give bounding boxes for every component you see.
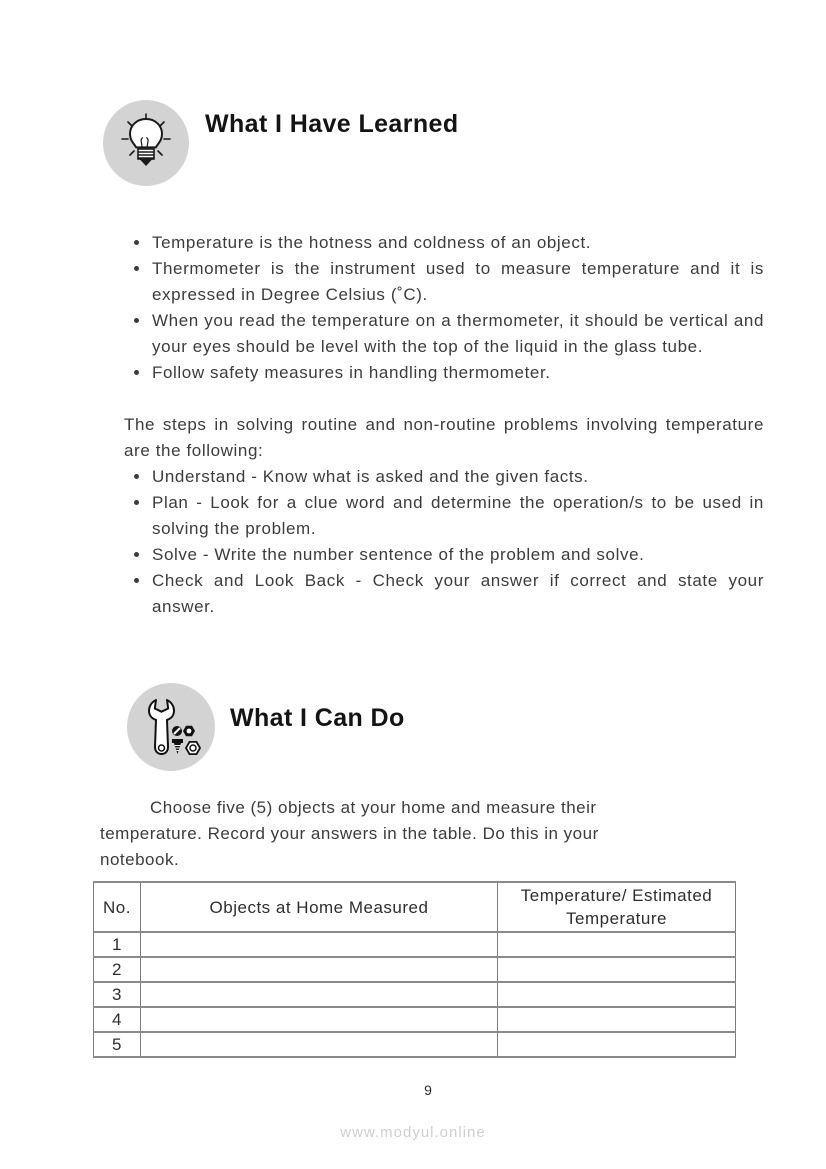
- temperature-cell: [498, 957, 736, 982]
- table-row: [94, 1007, 736, 1032]
- measurement-table: [93, 881, 736, 1058]
- learned-bullet-list: [124, 230, 764, 386]
- table-row: [94, 1032, 736, 1057]
- bullet-item: • When you read the temperature on a thermometer, it should be vertical and your eyes should be level with the top of the liquid in the glass tube.: [151, 308, 764, 360]
- row-number-cell: 5: [94, 1032, 141, 1057]
- section-title-cando: What I Can Do: [230, 704, 405, 732]
- temperature-cell: [498, 932, 736, 957]
- tools-icon: [127, 683, 215, 771]
- instruction-paragraph: Choose five (5) objects at your home and measure their temperature. Record your answers in the table. Do this in your notebook.: [100, 798, 599, 869]
- lightbulb-icon: [103, 100, 189, 186]
- temperature-cell: [498, 1007, 736, 1032]
- steps-intro-paragraph: The steps in solving routine and non-routine problems involving temperature are the following:: [124, 415, 764, 460]
- learned-content: [124, 230, 764, 620]
- table-header-row: [94, 882, 736, 932]
- bullet-item: • Understand - Know what is asked and the given facts.: [151, 464, 764, 490]
- row-number-cell: 2: [94, 957, 141, 982]
- col-header-objects: Objects at Home Measured: [141, 882, 498, 932]
- col-header-temperature: Temperature/ Estimated Temperature: [498, 882, 736, 932]
- bullet-item: • Thermometer is the instrument used to measure temperature and it is expressed in Degree Celsius (˚C).: [151, 256, 764, 308]
- watermark-text: www.modyul.online: [340, 1124, 486, 1141]
- section-title-learned: What I Have Learned: [205, 110, 459, 138]
- section-header-what-i-have-learned: [103, 100, 459, 186]
- bullet-item: • Solve - Write the number sentence of the problem and solve.: [151, 542, 764, 568]
- bullet-item: • Temperature is the hotness and coldness of an object.: [151, 230, 764, 256]
- bullet-item: • Follow safety measures in handling thermometer.: [151, 360, 764, 386]
- page-number: 9: [424, 1082, 432, 1098]
- row-number-cell: 4: [94, 1007, 141, 1032]
- col-header-no: No.: [94, 882, 141, 932]
- table-row: [94, 957, 736, 982]
- object-cell: [141, 957, 498, 982]
- object-cell: [141, 1007, 498, 1032]
- object-cell: [141, 1032, 498, 1057]
- row-number-cell: 3: [94, 982, 141, 1007]
- object-cell: [141, 982, 498, 1007]
- table-row: [94, 982, 736, 1007]
- bullet-item: • Check and Look Back - Check your answer if correct and state your answer.: [151, 568, 764, 620]
- table-row: [94, 932, 736, 957]
- temperature-cell: [498, 982, 736, 1007]
- section-header-what-i-can-do: [127, 683, 405, 771]
- bullet-item: • Plan - Look for a clue word and determine the operation/s to be used in solving the problem.: [151, 490, 764, 542]
- steps-bullet-list: [124, 464, 764, 620]
- object-cell: [141, 932, 498, 957]
- row-number-cell: 1: [94, 932, 141, 957]
- temperature-cell: [498, 1032, 736, 1057]
